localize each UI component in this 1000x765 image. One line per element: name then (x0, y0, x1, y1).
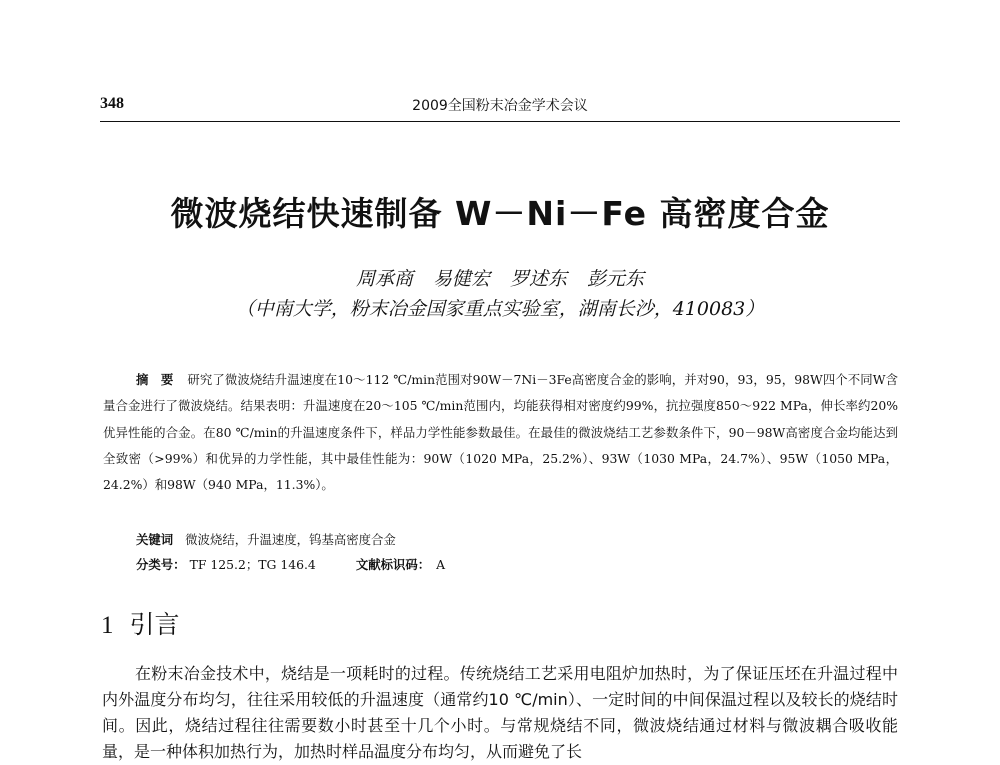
abstract (103, 367, 898, 498)
document-code-value: A (436, 557, 446, 572)
document-code-label: 文献标识码： (355, 557, 431, 572)
abstract-label: 摘 要 (136, 372, 178, 387)
classification-line (136, 555, 896, 573)
abstract-text: 研究了微波烧结升温速度在10～112 ℃/min范围对90W－7Ni－3Fe高密度合金的影响，并对90，93，95，98W四个不同W含量合金进行了微波烧结。结果表明：升温速度在20～105 ℃/min范围内，均能获得相对密度约99%，抗拉强度850～922 MPa，伸长率约20%优异性能的合金。在80 ℃/min的升温速度条件下，样品力学性能参数最佳。在最佳的微波烧结工艺参数条件下，90－98W高密度合金均能达到全致密（>99%）和优异的力学性能，其中最佳性能为：90W（1020 MPa，25.2%）、93W（1030 MPa，24.7%）、95W（1050 MPa，24.2%）和98W（940 MPa，11.3%）。 (103, 372, 898, 493)
section-heading (101, 605, 180, 641)
classification-label: 分类号： (136, 557, 186, 572)
keywords-text: 微波烧结，升温速度，钨基高密度合金 (185, 532, 396, 547)
section-number: 1 (101, 612, 114, 639)
header-rule (100, 121, 900, 122)
running-head: 2009全国粉末冶金学术会议 (412, 98, 588, 114)
classification-value: TF 125.2；TG 146.4 (189, 557, 316, 572)
page-header (100, 95, 900, 121)
keywords (136, 530, 896, 548)
author-list: 周承商 易健宏 罗述东 彭元东 (355, 268, 645, 290)
section-title: 引言 (129, 610, 180, 639)
affiliation: （中南大学，粉末冶金国家重点实验室，湖南长沙，410083） (235, 298, 765, 320)
body-paragraph: 在粉末冶金技术中，烧结是一项耗时的过程。传统烧结工艺采用电阻炉加热时，为了保证压坯在升温过程中内外温度分布均匀，往往采用较低的升温速度（通常约10 ℃/min）、一定时间的中间保温过程以及较长的烧结时间。因此，烧结过程往往需要数小时甚至十几个小时。与常规烧结不同，微波烧结通过材料与微波耦合吸收能量，是一种体积加热行为，加热时样品温度分布均匀，从而避免了长 (102, 664, 898, 761)
paper-title: 微波烧结快速制备 W－Ni－Fe 高密度合金 (170, 194, 830, 233)
keywords-label: 关键词 (136, 532, 174, 547)
page-number: 348 (100, 95, 124, 112)
